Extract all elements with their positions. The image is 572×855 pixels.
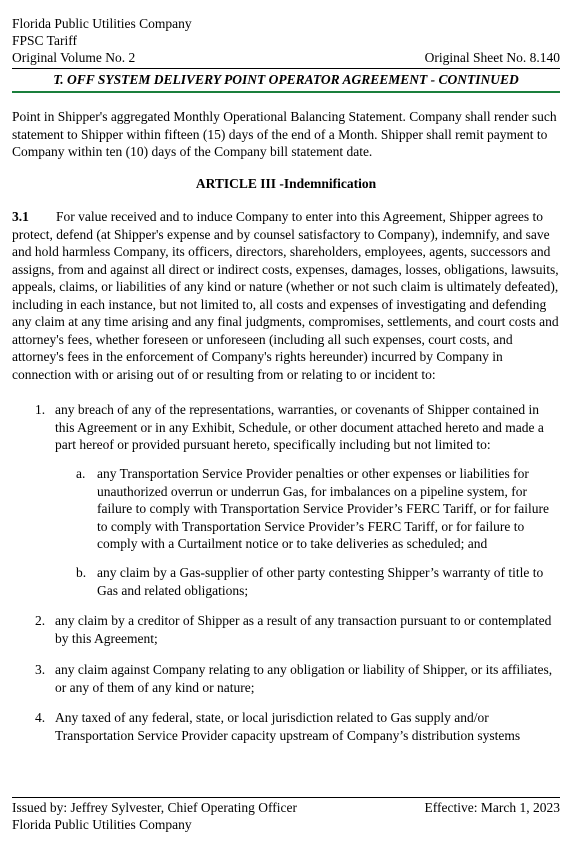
- header-divider: [12, 68, 560, 69]
- header-company: Florida Public Utilities Company: [12, 16, 192, 31]
- list-item: [35, 661, 560, 696]
- list-subitem-text: any claim by a Gas-supplier of other party contesting Shipper’s warranty of title to Gas and related obligations;: [97, 565, 544, 598]
- footer-divider: [12, 797, 560, 798]
- list-item: [35, 709, 560, 744]
- list-item-text: any breach of any of the representations, warranties, or covenants of Shipper contained in this Agreement or in any Exhibit, Schedule, or other document attached hereto and made a part hereof or provided pursuant hereto, specifically including but not limited to:: [55, 402, 544, 452]
- list-marker: b.: [76, 565, 87, 580]
- list-marker: 4.: [35, 710, 46, 725]
- footer-company: Florida Public Utilities Company: [12, 817, 192, 832]
- section-title: T. OFF SYSTEM DELIVERY POINT OPERATOR AGREEMENT - CONTINUED: [53, 72, 519, 87]
- title-underline: [12, 91, 560, 93]
- list-item-text: any claim by a creditor of Shipper as a result of any transaction pursuant to or contemplated by this Agreement;: [55, 613, 552, 646]
- list-subitem: [76, 564, 560, 599]
- list-marker: a.: [76, 466, 86, 481]
- footer-effective: Effective: March 1, 2023: [424, 800, 560, 815]
- list-item: [35, 401, 560, 454]
- footer-issued-by: Issued by: Jeffrey Sylvester, Chief Operating Officer: [12, 800, 298, 815]
- list-item-text: Any taxed of any federal, state, or local jurisdiction related to Gas supply and/or Transportation Service Provider capacity upstream of Company’s distribution systems: [55, 710, 521, 743]
- section-3-1: [12, 208, 560, 383]
- article-heading: ARTICLE III -Indemnification: [195, 176, 377, 191]
- header-volume: Original Volume No. 2: [12, 50, 136, 65]
- header-sheet: Original Sheet No. 8.140: [424, 50, 560, 65]
- list-item: [35, 612, 560, 647]
- list-marker: 2.: [35, 613, 46, 628]
- header-tariff: FPSC Tariff: [12, 33, 77, 48]
- list-item-text: any claim against Company relating to any obligation or liability of Shipper, or its affiliates, or any of them of any kind or nature;: [55, 662, 553, 695]
- section-text: For value received and to induce Company to enter into this Agreement, Shipper agrees to protect, defend (at Shipper's expense and by counsel satisfactory to Company), indemnify, and save and hold harmless Company, its officers, directors, shareholders, employees, agents, successors and assigns, from and against all direct or indirect costs, expenses, damages, losses, obligations, lawsuits, appeals, claims, or liabilities of any kind or nature (whether or not such claim is ultimately defeated), including in each instance, but not limited to, all costs and expenses of investigating and defending any claim at any time arising and any final judgments, compromises, settlements, and court costs and attorney's fees, whether foreseen or unforeseen (including all such expenses, court costs, and attorney's fees in the enforcement of Company's rights hereunder) incurred by Company in connection with or arising out of or resulting from or relating to or incident to:: [12, 209, 559, 382]
- list-subitem: [76, 465, 560, 553]
- list-marker: 3.: [35, 662, 46, 677]
- section-number: 3.1: [12, 209, 29, 224]
- intro-paragraph: Point in Shipper's aggregated Monthly Operational Balancing Statement. Company shall render such statement to Shipper within fifteen (15) days of the end of a Month. Shipper shall remit payment to Company within ten (10) days of the Company bill statement date.: [12, 109, 557, 159]
- list-marker: 1.: [35, 402, 46, 417]
- list-subitem-text: any Transportation Service Provider penalties or other expenses or liabilities for unauthorized overrun or underrun Gas, for imbalances on a pipeline system, for failure to comply with Transportation Service Provider’s FERC Tariff, or for failure to comply with Transportation Service Provider’s FERC Tariff, or for failure to comply with a Curtailment notice or to take deliveries as scheduled; and: [97, 466, 549, 551]
